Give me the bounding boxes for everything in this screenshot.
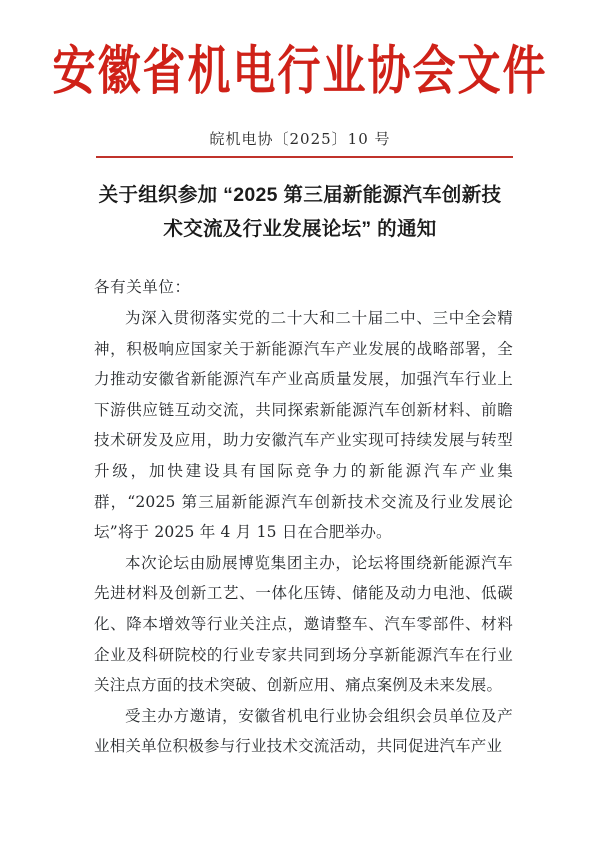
document-title-line-1: 关于组织参加 “2025 第三届新能源汽车创新技 xyxy=(98,184,502,206)
document-title-line-2: 术交流及行业发展论坛” 的通知 xyxy=(163,218,437,240)
salutation: 各有关单位： xyxy=(94,278,191,296)
masthead-title: 安徽省机电行业协会文件 xyxy=(52,41,548,103)
body-paragraph: 受主办方邀请，安徽省机电行业协会组织会员单位及产业相关单位积极参与行业技术交流活动，共同促进汽车产业 xyxy=(94,706,513,756)
masthead xyxy=(0,41,600,103)
document-body xyxy=(94,272,513,762)
body-paragraph: 为深入贯彻落实党的二十大和二十届二中、三中全会精神，积极响应国家关于新能源汽车产业发展的战略部署，全力推动安徽省新能源汽车产业高质量发展，加强汽车行业上下游供应链互动交流，共同探索新能源汽车创新材料、前瞻技术研发及应用，助力安徽汽车产业实现可持续发展与转型升级，加快建设具有国际竞争力的新能源汽车产业集群，“2025 第三届新能源汽车创新技术交流及行业发展论坛”将于 2025 年 4 月 15 日在合肥举办。 xyxy=(94,309,513,542)
document-serial-number: 皖机电协〔2025〕10 号 xyxy=(209,130,391,148)
document-title xyxy=(80,178,520,246)
body-paragraph: 本次论坛由励展博览集团主办，论坛将围绕新能源汽车先进材料及创新工艺、一体化压铸、储能及动力电池、低碳化、降本增效等行业关注点，邀请整车、汽车零部件、材料企业及科研院校的行业专家共同到场分享新能源汽车在行业关注点方面的技术突破、创新应用、痛点案例及未来发展。 xyxy=(94,553,513,695)
masthead-divider-rule xyxy=(96,156,513,158)
